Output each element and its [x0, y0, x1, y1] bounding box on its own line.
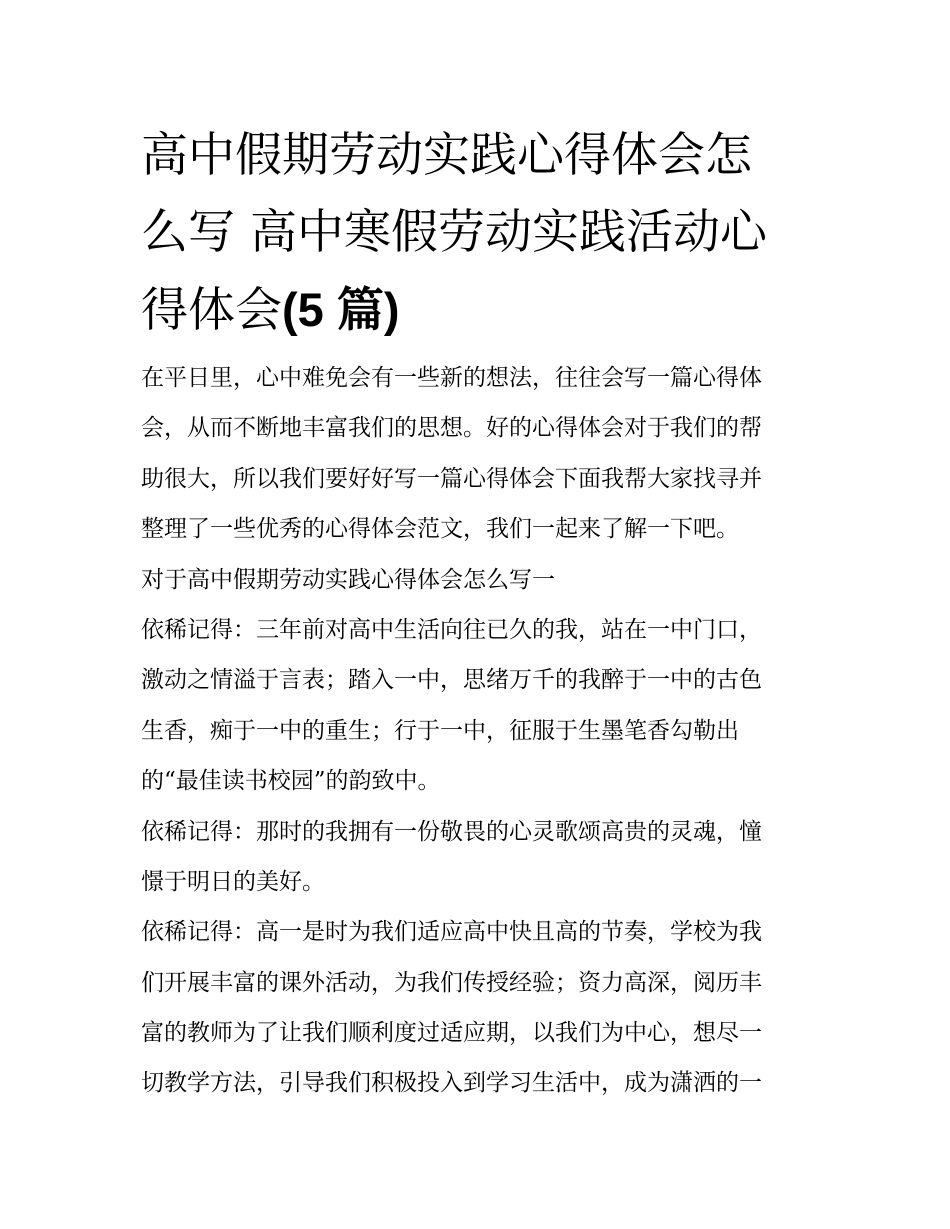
title-count: (5 篇) [282, 283, 400, 336]
body-line: 激动之情溢于言表；踏入一中，思绪万千的我醉于一中的古色 [141, 667, 762, 694]
document-title [141, 117, 821, 348]
body-line: 生香，痴于一中的重生；行于一中，征服于生墨笔香勾勒出 [141, 717, 739, 744]
body-line: 会，从而不断地丰富我们的思想。好的心得体会对于我们的帮 [141, 415, 762, 442]
body-line: 助很大，所以我们要好好写一篇心得体会下面我帮大家找寻并 [141, 465, 762, 492]
body-line: 富的教师为了让我们顺利度过适应期，以我们为中心，想尽一 [141, 1020, 762, 1047]
body-line: 依稀记得：三年前对高中生活向往已久的我，站在一中门口， [141, 616, 762, 643]
body-line: 整理了一些优秀的心得体会范文，我们一起来了解一下吧。 [141, 516, 739, 543]
title-line-3-text: 得体会 [141, 283, 282, 338]
body-line: 们开展丰富的课外活动，为我们传授经验；资力高深，阅历丰 [141, 969, 762, 996]
body-line: 在平日里，心中难免会有一些新的想法，往往会写一篇心得体 [141, 365, 762, 391]
title-line-3 [141, 271, 821, 348]
title-line-2: 么写 高中寒假劳动实践活动心 [141, 205, 767, 260]
body-line: 依稀记得：那时的我拥有一份敬畏的心灵歌颂高贵的灵魂，憧 [141, 818, 762, 845]
title-line-1: 高中假期劳动实践心得体会怎 [141, 128, 752, 183]
body-line: 的“最佳读书校园”的韵致中。 [141, 768, 441, 795]
section-heading: 对于高中假期劳动实践心得体会怎么写一 [141, 566, 555, 593]
body-line: 依稀记得：高一是时为我们适应高中快且高的节奏，学校为我 [141, 919, 762, 946]
body-line: 憬于明日的美好。 [141, 868, 325, 895]
document-body [141, 353, 821, 1109]
body-line: 切教学方法，引导我们积极投入到学习生活中，成为潇洒的一 [141, 1070, 762, 1097]
